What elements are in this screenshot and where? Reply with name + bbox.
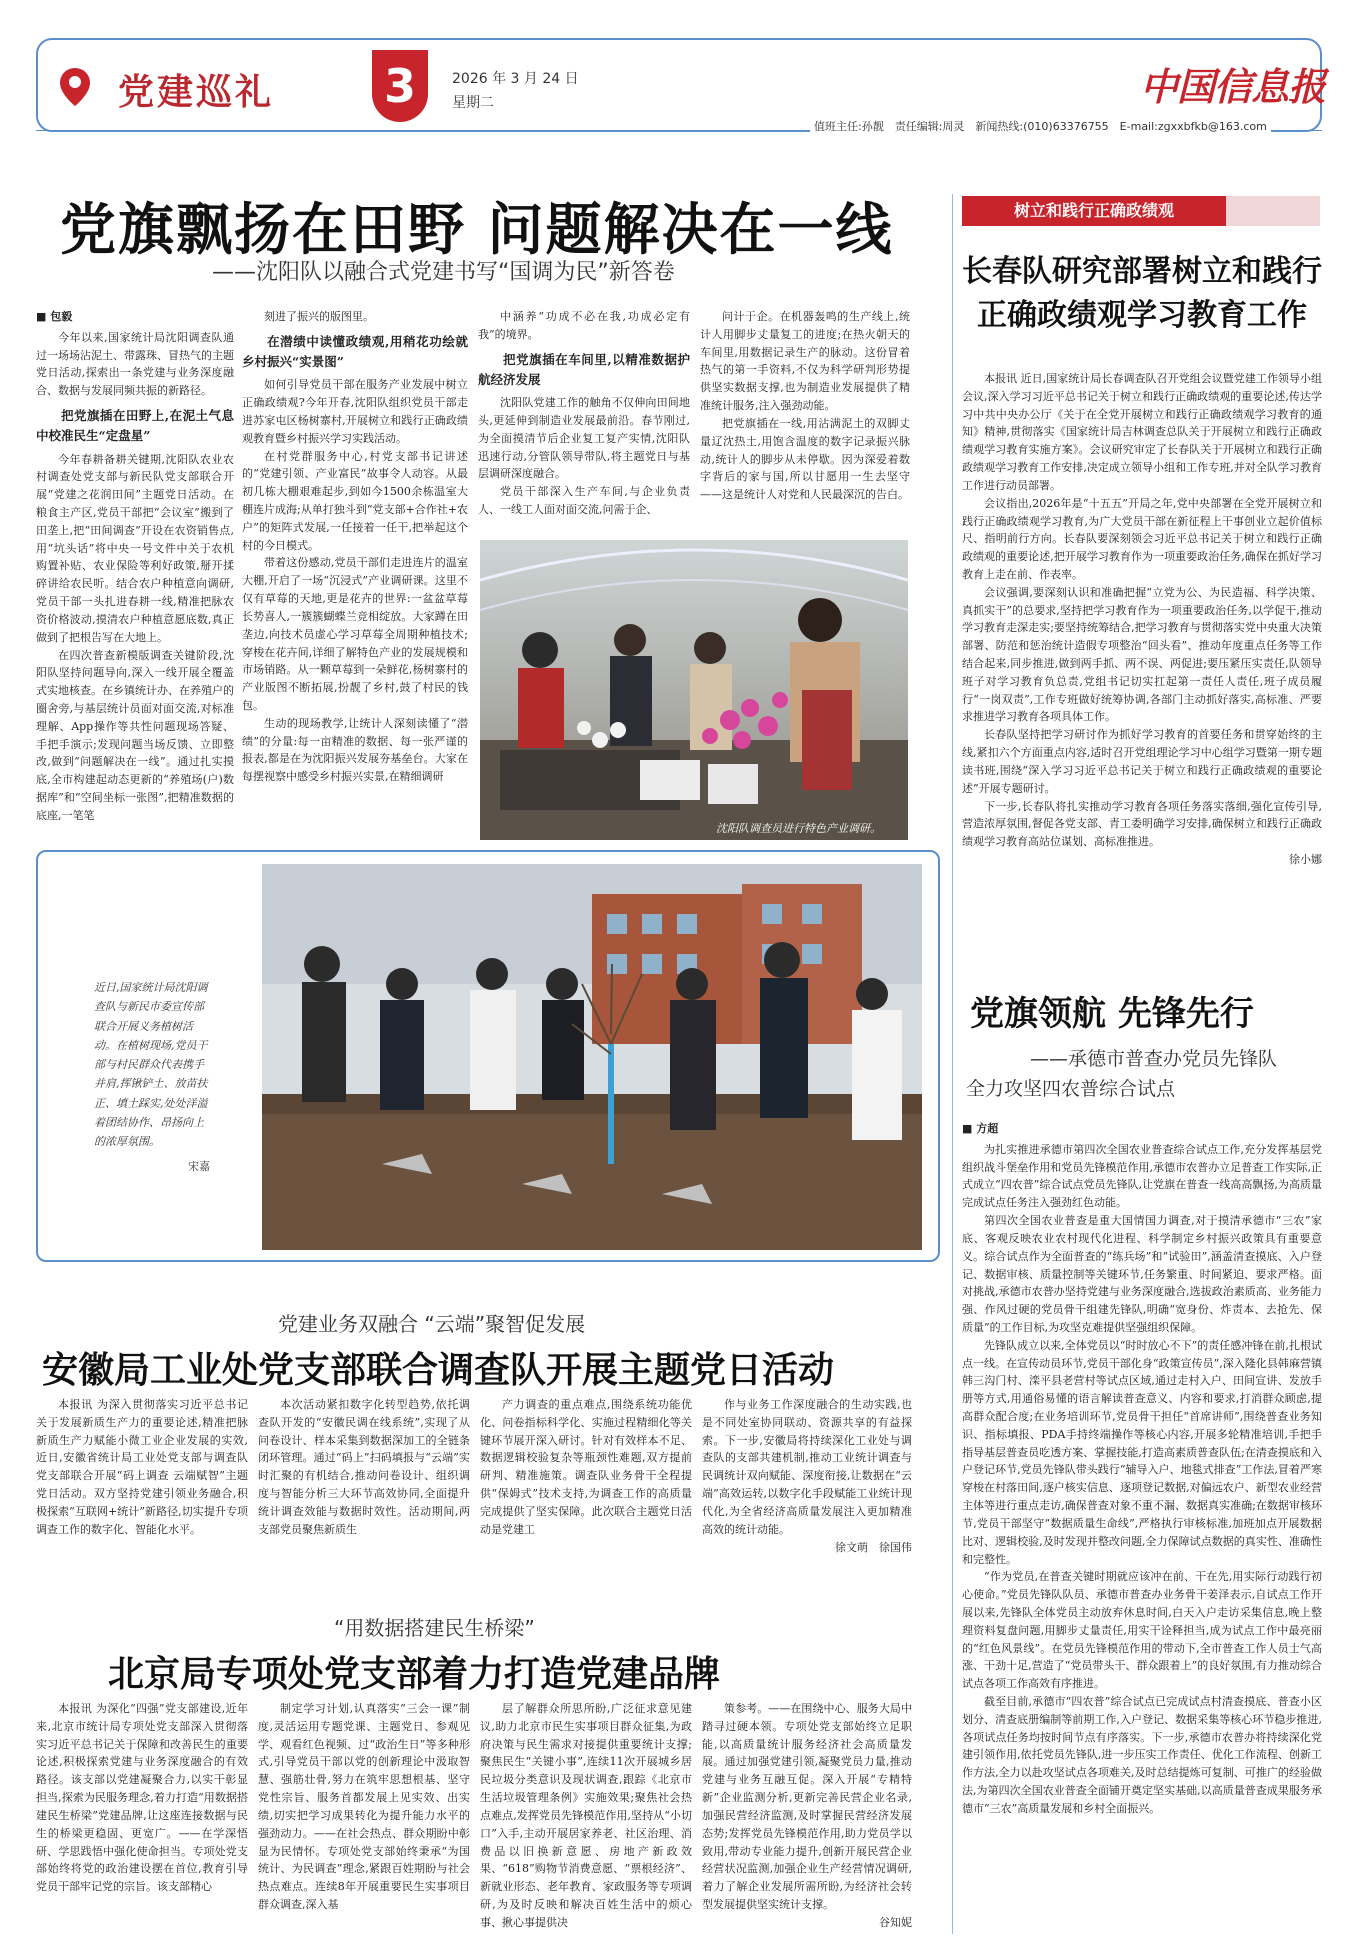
article-column (258, 1700, 470, 1930)
article-paragraph: 作与业务工作深度融合的生动实践,也是不同处室协同联动、资源共享的有益探索。下一步,安徽局将持续深化工业处与调查队的支部共建机制,推动工业统计调查与民调统计双向赋能、深度衔接,让数据在“云端”高效运转,以数字化手段赋能工业统计现代化,为全省经济高质量发展注入更加精准高效的统计动能。 (702, 1398, 912, 1536)
article-subtitle: 全力攻坚四农普综合试点 (966, 1078, 1176, 1100)
article-subtitle: ——沈阳队以融合式党建书写“国调为民”新答卷 (212, 260, 675, 285)
photo-caption: 沈阳队调查员进行特色产业调研。 (716, 822, 881, 835)
article-paragraph: 把党旗插在一线,用沾满泥土的双脚丈量辽沈热土,用饱含温度的数字记录振兴脉动,统计人的脚步从未停歇。因为深爱着数字背后的家与国,所以甘愿用一生去坚守——这是统计人对党和人民最深沉的告白。 (700, 416, 910, 502)
issue-weekday: 星期二 (452, 95, 494, 111)
location-pin-icon (58, 66, 92, 108)
article-byline: ■ 包毅 (36, 310, 73, 323)
article-paragraph: 本报讯 近日,国家统计局长春调查队召开党组会议暨党建工作领导小组会议,深入学习习近平总书记关于树立和践行正确政绩观的重要论述,传达学习中共中央办公厅《关于在全党开展树立和践行正确政绩观学习教育的通知》精神,贯彻落实《国家统计局吉林调查总队关于开展树立和践行正确政绩观学习教育实施方案》。会议研究审定了长春队关于开展树立和践行正确政绩观学习教育工作安排,决定成立领导小组和工作专班,并对全队学习教育工作进行动员部署。 (962, 372, 1322, 492)
article-paragraph: 先锋队成立以来,全体党员以“时时放心不下”的责任感冲锋在前,扎根试点一线。在宣传动员环节,党员干部化身“政策宣传员”,深入隆化县韩麻营镇韩三沟门村、滦平县老营村等试点区域,通过走村入户、田间宣讲、发放手册等方式,用通俗易懂的语言解读普查意义、内容和要求,打消群众顾虑,提高群众配合度;在业务培训环节,党员骨干担任“首席讲师”,围绕普查业务知识、指标填报、PDA手持终端操作等核心内容,开展多轮精准培训,手把手指导基层普查员吃透方案、掌握技能,打造高素质普查队伍;在清查摸底和入户登记环节,党员先锋队带头践行“辅导入户、地毯式排查”工作法,冒着严寒穿梭在村落田间,逐户核实信息、逐项登记数据,对偏远农户、新型农业经营主体等进行重点走访,确保普查对象不重不漏、数据真实准确;在数据审核环节,党员干部坚守“数据质量生命线”,严格执行审核标准,加班加点开展数据比对、逻辑校验,及时发现并整改问题,全力保障试点数据的真实性、准确性和完整性。 (962, 1338, 1322, 1566)
tree-planting-illustration (262, 864, 922, 1250)
article-paragraph: 下一步,长春队将扎实推动学习教育各项任务落实落细,强化宣传引导,营造浓厚氛围,督促各党支部、青工委明确学习安排,确保树立和践行正确政绩观学习教育高站位谋划、高标准推进。 (962, 799, 1322, 849)
article-title: 党旗领航 先锋先行 (970, 994, 1254, 1034)
article-column (962, 1120, 1322, 1934)
article-paragraph: 会议指出,2026年是“十五五”开局之年,党中央部署在全党开展树立和践行正确政绩观学习教育,为广大党员干部在新征程上干事创业立起价值标尺、指明前行方向。长春队要深刻领会习近平总书记关于树立和践行正确政绩观的重要论述,把开展学习教育作为一项重要政治任务,确保在抓好学习教育上走在前、作表率。 (962, 496, 1322, 581)
article-column (702, 1700, 912, 1930)
article-title: 北京局专项处党支部着力打造党建品牌 (108, 1653, 721, 1695)
article-column (702, 1396, 912, 1582)
issue-date: 2026 年 3 月 24 日 (452, 71, 579, 87)
article-paragraph: 问计于企。在机器轰鸣的生产线上,统计人用脚步丈量复工的进度;在热火朝天的车间里,用数据记录生产的脉动。这份冒着热气的第一手资料,不仅为科学研判形势提供坚实数据支撑,也为制造业发展提供了精准统计服务,注入强劲动能。 (700, 310, 910, 413)
article-title: 长春队研究部署树立和践行正确政绩观学习教育工作 (962, 254, 1322, 333)
article-paragraph: 生动的现场教学,让统计人深刻读懂了“潜绩”的分量:每一亩精准的数据、每一张严谨的报表,都是在为沈阳振兴发展夯基垒台。大家在每摆视察中感受乡村振兴实景,在精细调研 (242, 716, 468, 784)
article-title: 党旗飘扬在田野 问题解决在一线 (60, 197, 894, 263)
article-subtitle: “用数据搭建民生桥梁” (334, 1616, 535, 1640)
article-paragraph: 在村党群服务中心,村党支部书记讲述的“党建引领、产业富民”故事令人动容。从最初几栋大棚艰难起步,到如今1500余栋温室大棚连片成海;从单打独斗到“党支部+合作社+农户”的矩阵式发展,一任接着一任干,把举起这个村的今日模式。 (242, 449, 468, 552)
editor-info: 值班主任:孙靓 责任编辑:周灵 新闻热线:(010)63376755 E-mail:zgxxbfkb@163.com (810, 118, 1271, 134)
article-paragraph: 中涵养“功成不必在我,功成必定有我”的境界。 (478, 310, 690, 341)
topic-tag-extension (1226, 196, 1320, 226)
tree-planting-photo (262, 864, 922, 1250)
article-paragraph: 今年以来,国家统计局沈阳调查队通过一场场沾泥土、带露珠、冒热气的主题党日活动,探索出一条党建与业务深度融合、数据与发展同频共振的新路径。 (36, 330, 234, 398)
article-column (478, 308, 690, 536)
article-subtitle: 党建业务双融合 “云端”聚智促发展 (278, 1312, 586, 1336)
article-column (36, 308, 234, 840)
article-author: 谷知妮 (879, 1915, 912, 1929)
article-byline: ■ 方超 (962, 1122, 999, 1135)
article-paragraph: 第四次全国农业普查是重大国情国力调查,对于摸清承德市“三农”家底、客观反映农业农村现代化进程、科学制定乡村振兴政策具有重要意义。综合试点作为全面普查的“练兵场”和“试验田”,涵盖清查摸底、入户登记、数据审核、质量控制等关键环节,任务繁重、时间紧迫、要求严格。面对挑战,承德市农普办坚持党建与业务深度融合,选拔政治素质高、业务能力强、作风过硬的党员骨干组建先锋队,明确“宽身份、炸责本、去抢先、保质量”的工作目标,为攻坚克难提供坚强组织保障。 (962, 1214, 1322, 1334)
article-paragraph: 带着这份感动,党员干部们走进连片的温室大棚,开启了一场“沉浸式”产业调研课。这里不仅有草莓的天地,更是花卉的世界:一盆盆草莓长势喜人,一簇簇蝴蝶兰竞相绽放。大家蹲在田垄边,向技术员虚心学习草莓全周期种植技术;穿梭在花卉间,详细了解特色产业的发展规模和市场销路。从一颗草莓到一朵鲜花,杨树寨村的产业版图不断拓展,扮靓了乡村,鼓了村民的钱包。 (242, 556, 468, 712)
article-paragraph: 策参考。——在围绕中心、服务大局中踏寻过硬本领。专项处党支部始终立足职能,以高质量统计服务经济社会高质量发展。通过加强党建引领,凝聚党员力量,推动党建与业务互融互促。深入开展“专精特新”企业监测分析,更新完善民营企业名录,加强民营经济监测,及时掌握民营经济发展态势;发挥党员先锋模范作用,助力党员学以致用,带动专业能力提升,创新开展民营企业经营状况监测,加强企业生产经营情况调研,着力了解企业发展所需所盼,为经济社会转型发展提供坚实统计支撑。 (702, 1702, 912, 1911)
article-paragraph: 党员干部深入生产车间,与企业负责人、一线工人面对面交流,问需于企、 (478, 485, 690, 516)
article-paragraph: 长春队坚持把学习研讨作为抓好学习教育的首要任务和贯穿始终的主线,紧扣六个方面重点内容,适时召开党组理论学习中心组学习暨第一期专题读书班,围绕“深入学习习近平总书记关于树立和践行正确政绩观的重要论述”开展专题研讨。 (962, 728, 1322, 795)
column-divider (952, 194, 953, 1934)
article-column (480, 1396, 692, 1582)
article-column (242, 308, 468, 840)
article-column (700, 308, 910, 536)
photo-feature-caption: 近日,国家统计局沈阳调查队与新民市委宣传部联合开展义务植树活动。在植树现场,党员干部与村民群众代表携手并肩,挥锹铲土、放苗扶正、填土踩实,处处洋溢着团结协作、昂扬向上的浓厚氛围。 (94, 981, 208, 1148)
article-paragraph: 刻进了振兴的版图里。 (264, 310, 374, 323)
article-author: 徐文萌 徐国伟 (835, 1540, 912, 1554)
article-column (480, 1700, 692, 1930)
page-number: 3 (372, 50, 428, 122)
article-paragraph: 产力调查的重点难点,围绕系统功能优化、问卷指标科学化、实施过程精细化等关键环节展开深入研讨。针对有效样本不足、数据逻辑校验复杂等瓶颈性难题,双方提前研判、精准施策。调查队业务骨干全程提供“保姆式”技术支持,为调查工作的高质量完成提供了坚实保障。此次联合主题党日活动是党建工 (480, 1398, 692, 1536)
section-lead: 在潜绩中读懂政绩观,用稍花功绘就乡村振兴“实景图” (242, 333, 468, 370)
article-paragraph: 层了解群众所思所盼,广泛征求意见建议,助力北京市民生实事项目群众征集,为政府决策与民生需求对接提供重要统计支撑;聚焦民生“关键小事”,连续11次开展城乡居民垃圾分类意识及现状调查,跟踪《北京市生活垃圾管理条例》实施效果;聚焦社会热点难点,发挥党员先锋模范作用,坚持从“小切口”入手,主动开展居家养老、社区治理、消费品以旧换新意愿、房地产新政效果、“618”购物节消费意愿、“票根经济”、新就业形态、老年教育、家政服务等专项调研,为及时反映和解决百姓生活中的烦心事、揪心事提供决 (480, 1702, 692, 1929)
article-title: 安徽局工业处党支部联合调查队开展主题党日活动 (42, 1349, 835, 1391)
article-paragraph: 为扎实推进承德市第四次全国农业普查综合试点工作,充分发挥基层党组织战斗堡垒作用和党员先锋模范作用,承德市农普办立足普查工作实际,正式成立“四农普”综合试点党员先锋队,让党旗在普查一线高高飘扬,为高质量完成试点任务注入强劲红色动能。 (962, 1142, 1322, 1210)
section-lead: 把党旗插在田野上,在泥土气息中校准民生“定盘星” (36, 408, 234, 444)
article-author: 徐小娜 (1289, 852, 1322, 866)
article-column (962, 370, 1322, 938)
article-paragraph: 本次活动紧扣数字化转型趋势,依托调查队开发的“安徽民调在线系统”,实现了从问卷设计、样本采集到数据深加工的全链条闭环管理。通过“码上”扫码填报与“云端”实时汇聚的有机结合,推动问卷设计、组织调度与智能分析三大环节高效协同,全面提升统计调查效能与数据时效性。活动期间,两支部党员聚焦新质生 (258, 1398, 470, 1536)
article-paragraph: 如何引导党员干部在服务产业发展中树立正确政绩观?今年开春,沈阳队组织党员干部走进苏家屯区杨树寨村,开展树立和践行正确政绩观教育暨乡村振兴学习实践活动。 (242, 378, 468, 445)
article-paragraph: 截至目前,承德市“四农普”综合试点已完成试点村清查摸底、普查小区划分、清查底册编制等前期工作,入户登记、数据采集等核心环节稳步推进,各项试点任务均按时间节点有序落实。下一步,承德市农普办将持续深化党建引领作用,依托党员先锋队,进一步压实工作责任、优化工作流程、创新工作方法,全力以赴攻坚试点各项难关,及时总结提炼可复制、可推广的经验做法,为第四次全国农业普查全面铺开奠定坚实基础,以高质量普查成果服务承德市“三农”高质量发展和乡村全面振兴。 (962, 1695, 1322, 1815)
article-paragraph: 在四次普查新模版调查关键阶段,沈阳队坚持问题导向,深入一线开展全覆盖式实地核查。在乡镇统计办、在养殖户的圈舍旁,与基层统计员面对面交流,对标准理解、App操作等共性问题现场答疑、手把手演示;发现问题当场反馈、立即整改,做到“问题解决在一线”。通过扎实摸底,全市构建起动态更新的“养殖场(户)数据库”和“空间坐标一张图”,把精准数据的底座,一笔笔 (36, 648, 234, 822)
article-paragraph: 沈阳队党建工作的触角不仅伸向田间地头,更延伸到制造业发展最前沿。春节刚过,为全面摸清节后企业复工复产实情,沈阳队迅速行动,分管队领导带队,将主题党日与基层调研深度融合。 (478, 396, 690, 481)
article-paragraph: 制定学习计划,认真落实“三会一课”制度,灵活运用专题党课、主题党日、参观见学、观看红色视频、过“政治生日”等多种形式,引导党员干部以党的创新理论中汲取智慧、强筋壮骨,努力在筑牢思想根基、坚守党性宗旨、服务首都发展上见实效、出实绩,切实把学习成果转化为提升能力水平的强劲动力。——在社会热点、群众期盼中彰显为民情怀。专项处党支部始终秉承“为国统计、为民调查”理念,紧跟百姓期盼与社会热点难点。连续8年开展重要民生实事项目群众调查,深入基 (258, 1702, 470, 1911)
article-column (258, 1396, 470, 1582)
section-lead: 把党旗插在车间里,以精准数据护航经济发展 (478, 351, 690, 387)
article-column (36, 1700, 248, 1930)
greenhouse-photo (480, 540, 908, 840)
article-subtitle: ——承德市普查办党员先锋队 (1030, 1048, 1278, 1070)
column-name: 党建巡礼 (118, 71, 275, 113)
greenhouse-illustration (480, 540, 908, 840)
article-paragraph: 会议强调,要深刻认识和准确把握“立党为公、为民造福、科学决策、真抓实干”的总要求,坚持把学习教育作为一项重要政治任务,以学促干,推动学习教育走深走实;要坚持统筹结合,把学习教育与贯彻落实党中央重大决策部署、防范和惩治统计造假专项整治“回头看”、推动年度重点任务等工作结合起来,同步推进,做到两手抓、两不误、两促进;要压紧压实责任,队领导班子对学习教育负总责,党组书记切实扛起第一责任人责任,班子成员履行“一岗双责”,工作专班做好统筹协调,各部门主动抓好落实,高标准、严要求推进学习教育各项具体工作。 (962, 585, 1322, 724)
photo-feature-author: 宋嘉 (188, 1160, 210, 1173)
newspaper-logo: 中国信息报 (1140, 64, 1326, 109)
article-paragraph: 今年春耕备耕关键期,沈阳队农业农村调查处党支部与新民队党支部联合开展“党建之花润田间”主题党日活动。在粮食主产区,党员干部把“会议室”搬到了田垄上,把“田间调查”开设在农资销售点,用“坑头话”将中央一号文件中关于农机购置补贴、农业保险等利好政策,掰开揉碎讲给农民听。结合农户种植意向调研,党员干部一头扎进春耕一线,精准把脉农资价格波动,摸清农户种植意愿底数,真正做到了把根告写在大地上。 (36, 452, 234, 644)
topic-tag: 树立和践行正确政绩观 (962, 196, 1226, 226)
article-column (36, 1396, 248, 1582)
article-paragraph: 本报讯 为深入贯彻落实习近平总书记关于发展新质生产力的重要论述,精准把脉新质生产力赋能小微工业企业发展的实效,近日,安徽省统计局工业处党支部与调查队党支部联合开展“码上调查 云端赋智”主题党日活动。双方坚持党建引领业务融合,积极探索“互联网+统计”新路径,切实提升专项调查工作的数字化、智能化水平。 (36, 1398, 248, 1536)
article-paragraph: “作为党员,在普查关键时期就应该冲在前、干在先,用实际行动践行初心使命。”党员先锋队队员、承德市普查办业务骨干姜泽表示,自试点工作开展以来,先锋队全体党员主动放弃休息时间,白天入户走访采集信息,晚上整理资料复盘问题,用脚步丈量责任,用实干诠释担当,成为试点工作中最亮丽的“红色风景线”。在党员先锋模范作用的带动下,全市普查工作人员士气高涨、干劲十足,营造了“党员带头干、群众跟着上”的良好氛围,有力推动综合试点各项工作高效有序推进。 (962, 1570, 1322, 1691)
article-paragraph: 本报讯 为深化“四强”党支部建设,近年来,北京市统计局专项处党支部深入贯彻落实习近平总书记关于保障和改善民生的重要论述,积极探索党建与业务深度融合的有效路径。该支部以党建凝聚合力,以实干彰显担当,探索为民服务理念,着力打造“用数据搭建民生桥梁”党建品牌,让这座连接数据与民生的桥梁更稳固、更宽广。——在学深悟研、学思践悟中强化使命担当。专项处党支部始终将党的政治建设摆在首位,教育引导党员干部牢记党的宗旨。该支部精心 (36, 1702, 248, 1894)
